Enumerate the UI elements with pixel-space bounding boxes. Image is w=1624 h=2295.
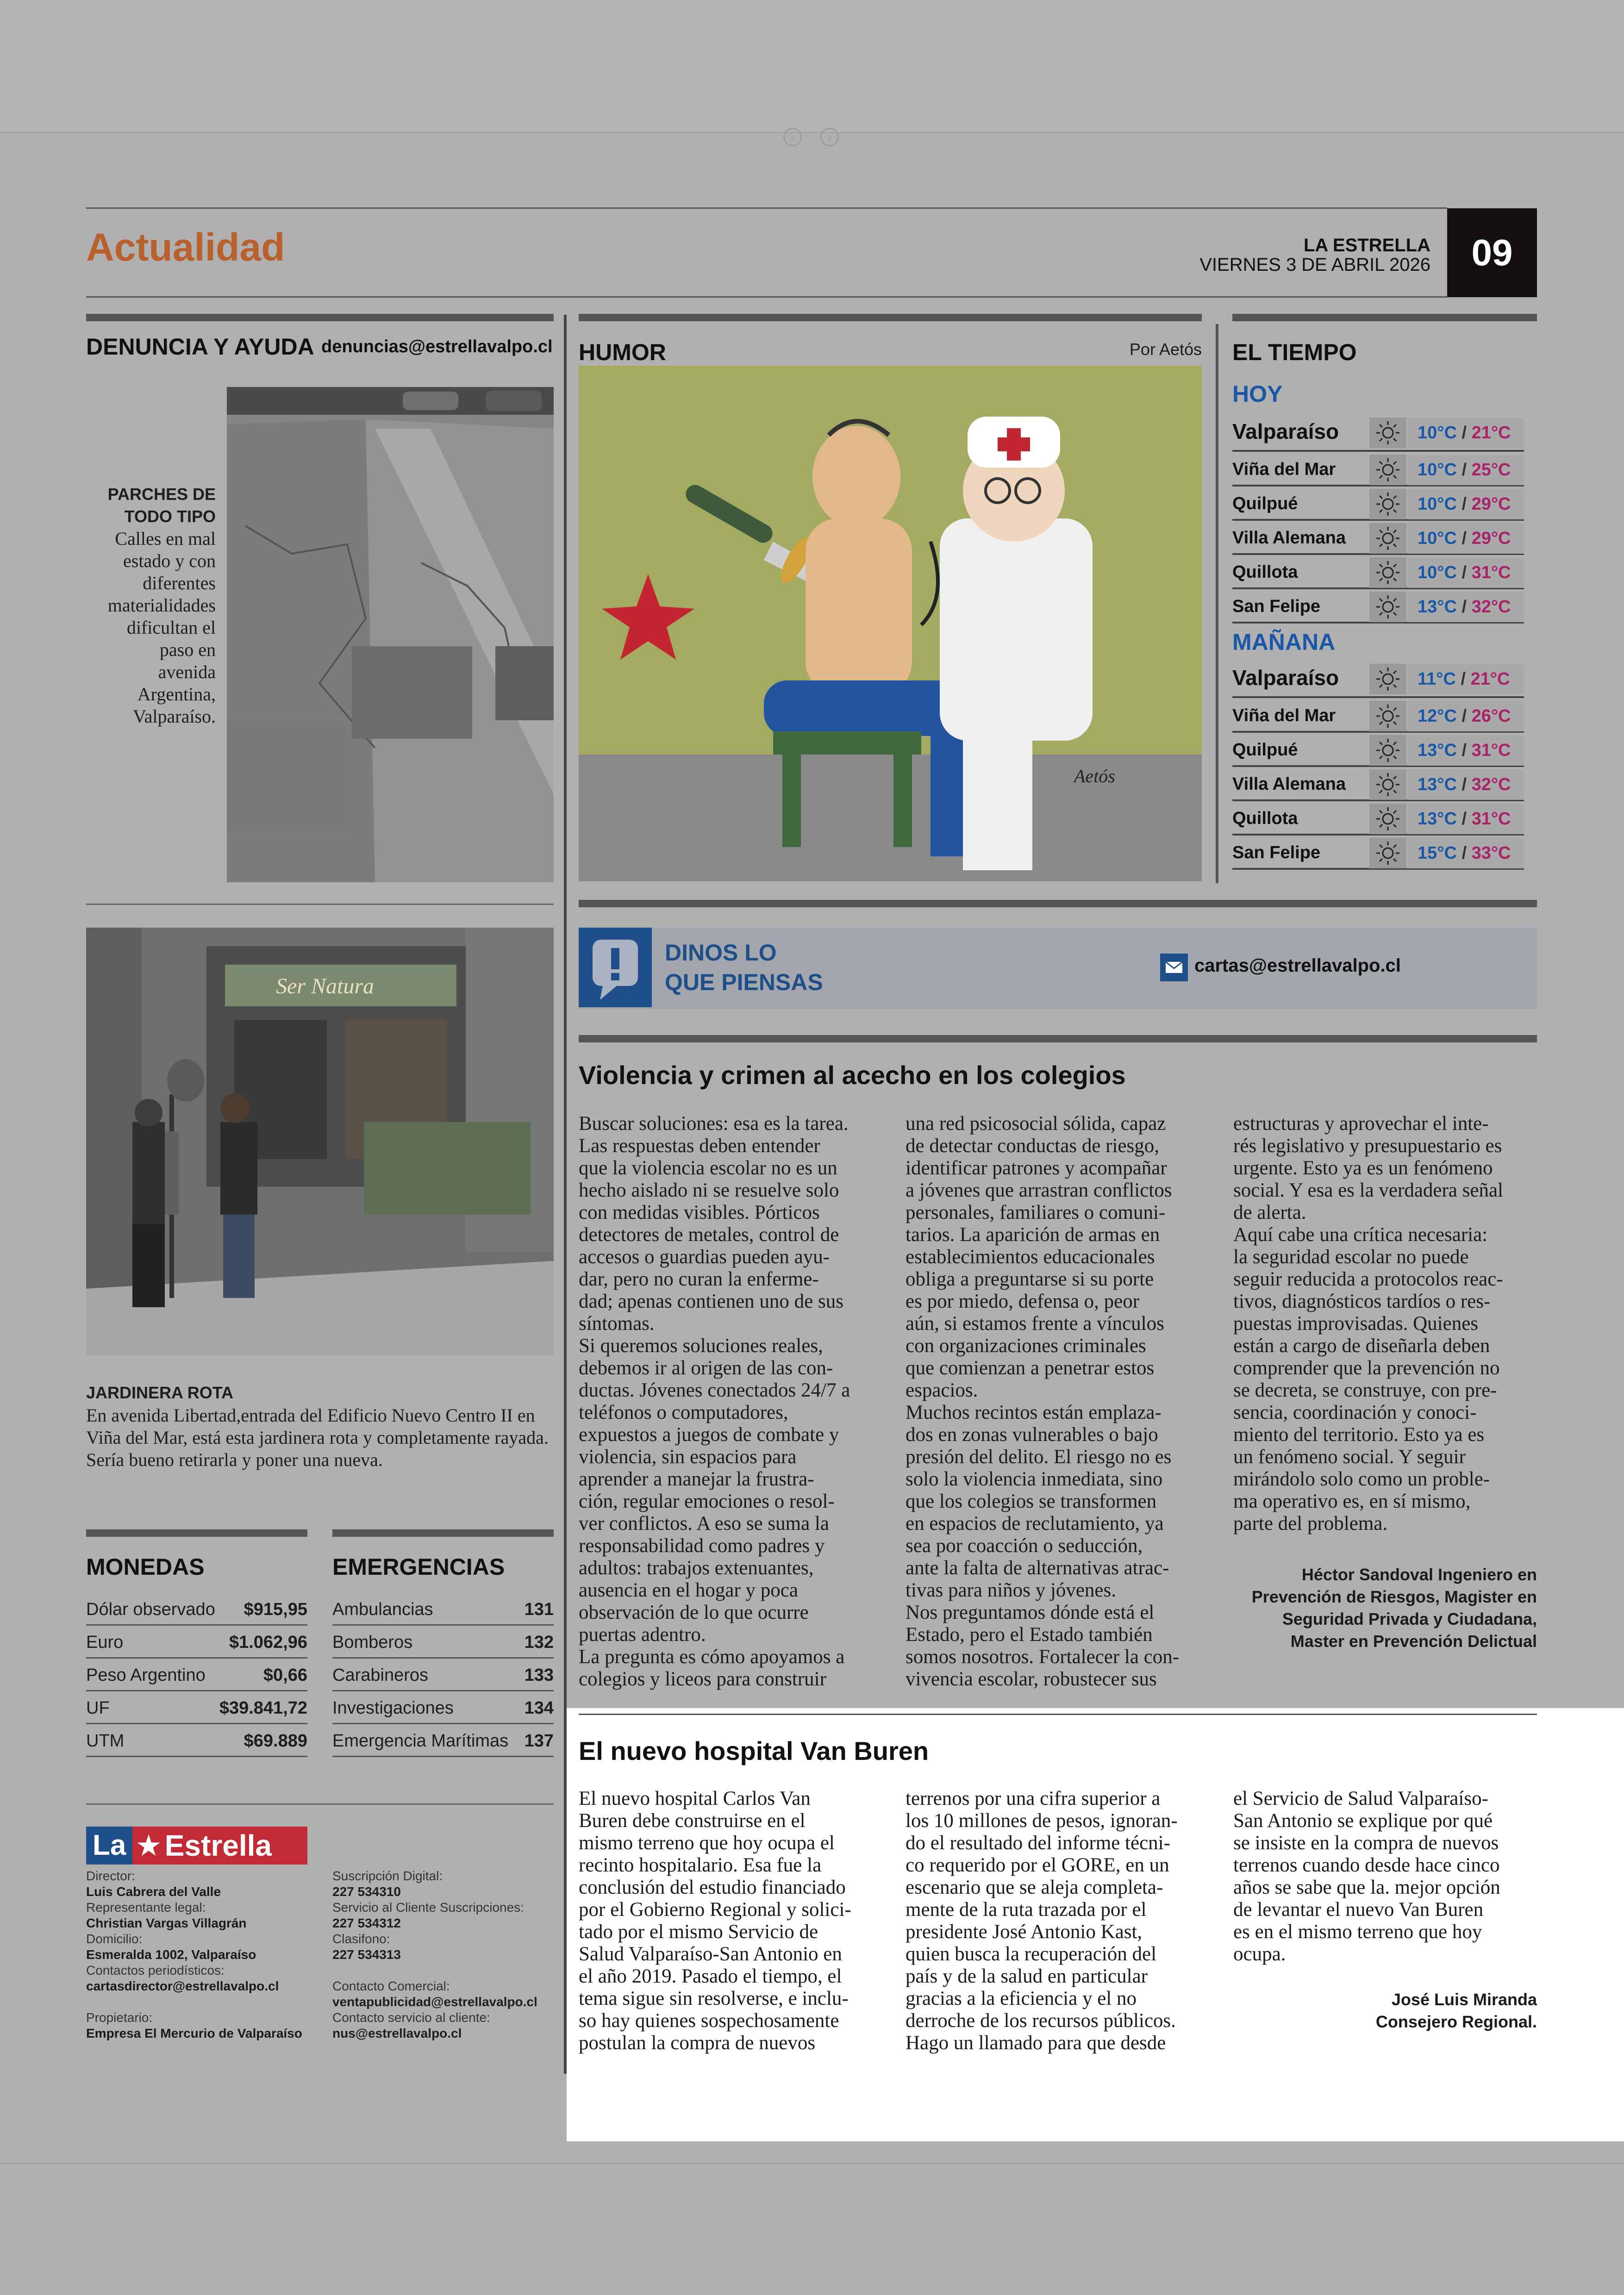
- letter1-text-3: estructuras y aprovechar el inte- rés legislativo y presupuestario es urgente. Esto ya es un fenómeno social. Y esa es la verdadera señal de alerta. Aquí cabe una crítica necesaria: la seguridad escolar no puede seguir reducida a protocolos reac- tivos, diagnósticos tardíos o res- puestas improvisadas. Quienes están a cargo de diseñarla deben comprender que la prevención no se decreta, se construye, con pre- sencia, coordinación y conoci- miento del territorio. Esto ya es un fenómeno social. Y seguir mirándolo solo como un proble- ma operativo es, en sí mismo, parte del problema.: [1233, 1113, 1503, 1534]
- temp-min: 13°C: [1418, 775, 1457, 794]
- weather-row: [1232, 767, 1524, 801]
- weather-city: Villa Alemana: [1232, 774, 1346, 794]
- weather-city: Viña del Mar: [1232, 460, 1336, 479]
- weather-city: San Felipe: [1232, 843, 1321, 862]
- letter2-text-3: el Servicio de Salud Valparaíso- San Antonio se explique por qué se insiste en la compra de nuevos terrenos cuando desde hace cinco años se sabe que la. mejor opción de levantar el nuevo Van Buren es en el mismo terreno que hoy ocupa.: [1233, 1788, 1500, 1965]
- letter1-signature: Héctor Sandoval Ingeniero en Prevención de Riesgos, Magister en Seguridad Privada y Ciudadana, Master en Prevención Delictual: [1251, 1565, 1537, 1651]
- weather-row: [1232, 802, 1524, 836]
- logo-estrella: Estrella: [164, 1829, 272, 1862]
- emergency-row: [332, 1725, 554, 1757]
- weather-bar: [1232, 314, 1537, 321]
- letter1-column-2: [906, 1113, 1211, 1690]
- envelope-icon: [1160, 954, 1188, 981]
- sun-icon: [1369, 418, 1406, 448]
- emergency-label: Ambulancias: [332, 1600, 433, 1619]
- temp-max: 33°C: [1471, 843, 1511, 863]
- currency-value: $0,66: [263, 1665, 307, 1685]
- currency-label: Euro: [86, 1633, 124, 1652]
- temp-max: 26°C: [1471, 706, 1511, 726]
- weather-row: [1232, 590, 1524, 624]
- weather-title: EL TIEMPO: [1232, 339, 1357, 365]
- weather-temp: 10°C / 21°C: [1407, 418, 1524, 448]
- letter1-title: Violencia y crimen al acecho en los colegios: [579, 1060, 1126, 1090]
- client-label: Contacto servicio al cliente:: [332, 2010, 490, 2025]
- weather-temp: 13°C / 32°C: [1407, 769, 1524, 800]
- dinos-line2: QUE PIENSAS: [665, 969, 823, 995]
- contact-label: Contactos periodísticos:: [86, 1963, 225, 1977]
- denuncia-divider: [86, 904, 554, 905]
- dinos-title: [665, 938, 823, 997]
- viewer-bottom-rule: [0, 2163, 1624, 2164]
- weather-row: [1232, 657, 1524, 698]
- emergencias-title: EMERGENCIAS: [332, 1554, 505, 1580]
- weather-tomorrow-label: MAÑANA: [1232, 629, 1336, 655]
- caption-street-title-1: PARCHES DE: [107, 485, 216, 504]
- weather-city: Quilpué: [1232, 740, 1298, 760]
- monedas-table: [86, 1593, 307, 1760]
- sun-icon: [1369, 664, 1406, 694]
- weather-city: Quillota: [1232, 809, 1298, 828]
- temp-min: 12°C: [1418, 706, 1457, 726]
- currency-value: $39.841,72: [219, 1698, 307, 1718]
- temp-min: 13°C: [1418, 597, 1457, 617]
- temp-max: 29°C: [1471, 494, 1511, 514]
- humor-cartoon: [579, 366, 1202, 881]
- temp-max: 32°C: [1471, 597, 1511, 617]
- letter2-text-2: terrenos por una cifra superior a los 10 millones de pesos, ignoran- do el resultado del informe técni- co requerido por el GORE, en un escenario que se aleja completa- mente de la ruta trazada por el presidente José Antonio Kast, quien busca la recuperación del país y de la salud en particular gracias a la eficiencia y el no derroche de los recursos públicos. Hago un llamado para que desde: [906, 1788, 1178, 2054]
- caption-street-text: Calles en mal estado y con diferentes materialidades dificultan el paso en avenida Argentina, Valparaíso.: [107, 528, 216, 727]
- currency-label: Peso Argentino: [86, 1665, 206, 1685]
- weather-temp: 15°C / 33°C: [1407, 838, 1524, 868]
- weather-temp: 12°C / 26°C: [1407, 701, 1524, 731]
- currency-row: [86, 1626, 307, 1659]
- weather-city: Valparaíso: [1232, 419, 1339, 443]
- currency-value: $1.062,96: [229, 1633, 307, 1652]
- temp-min: 10°C: [1418, 460, 1457, 480]
- letter2-title: El nuevo hospital Van Buren: [579, 1736, 929, 1765]
- emergency-label: Investigaciones: [332, 1698, 454, 1718]
- weather-row: [1232, 521, 1524, 555]
- temp-max: 31°C: [1471, 809, 1511, 829]
- planter-photo: [86, 928, 554, 1355]
- sun-icon: [1369, 804, 1406, 834]
- temp-min: 11°C: [1418, 669, 1456, 689]
- emergency-label: Emergencia Marítimas: [332, 1731, 509, 1751]
- speech-bubble-exclamation-icon: [579, 928, 652, 1007]
- weather-city: Quilpué: [1232, 494, 1298, 513]
- weather-city: Villa Alemana: [1232, 528, 1346, 548]
- owner-label: Propietario:: [86, 2010, 153, 2025]
- emergency-number: 133: [524, 1665, 554, 1685]
- letter1-column-3: [1233, 1113, 1539, 1535]
- currency-row: [86, 1692, 307, 1724]
- clasifono-phone: 227 534313: [332, 1947, 401, 1962]
- address-value: Esmeralda 1002, Valparaíso: [86, 1947, 256, 1962]
- sun-icon: [1369, 557, 1406, 588]
- masthead-date: VIERNES 3 DE ABRIL 2026: [1199, 255, 1430, 275]
- currency-label: UTM: [86, 1731, 125, 1751]
- weather-row: [1232, 836, 1524, 870]
- caption-street: [86, 483, 216, 728]
- weather-temp: 10°C / 25°C: [1407, 455, 1524, 485]
- star-icon: ★: [135, 1828, 162, 1862]
- prev-page-button[interactable]: [783, 128, 802, 146]
- weather-city: Valparaíso: [1232, 666, 1339, 690]
- letter1-text-1: Buscar soluciones: esa es la tarea. Las respuestas deben entender que la violencia escolar no es un hecho aislado ni se resuelve solo con medidas visibles. Pórticos detectores de metales, control de accesos o guardias pueden ayu- dar, pero no curan la enferme- dad; apenas contienen uno de sus síntomas. Si queremos soluciones reales, debemos ir al origen de las con- ductas. Jóvenes conectados 24/7 a teléfonos o computadores, expuestos a juegos de combate y violencia, sin espacios para aprender a manejar la frustra- ción, regular emociones o resol- ver conflictos. A eso se suma la responsabilidad como padres y adultos: trabajos extenuantes, ausencia en el hogar y poca observación de lo que ocurre puertas adentro. La pregunta es cómo apoyamos a colegios y liceos para construir: [579, 1113, 850, 1690]
- header-top-rule: [86, 207, 1447, 209]
- sun-icon: [1369, 769, 1406, 800]
- service-label: Servicio al Cliente Suscripciones:: [332, 1900, 524, 1915]
- emergency-label: Carabineros: [332, 1665, 428, 1685]
- emergency-row: [332, 1626, 554, 1659]
- temp-min: 13°C: [1418, 741, 1457, 760]
- currency-row: [86, 1725, 307, 1757]
- monedas-title: MONEDAS: [86, 1554, 205, 1580]
- temp-max: 31°C: [1471, 741, 1511, 760]
- weather-row: [1232, 555, 1524, 589]
- denuncia-bar: [86, 314, 554, 321]
- emergency-label: Bomberos: [332, 1633, 413, 1652]
- weather-temp: 13°C / 32°C: [1407, 592, 1524, 622]
- client-email[interactable]: nus@estrellavalpo.cl: [332, 2026, 462, 2040]
- emergency-number: 131: [524, 1600, 554, 1619]
- legal-label: Representante legal:: [86, 1900, 206, 1915]
- clasifono-label: Clasifono:: [332, 1932, 390, 1946]
- dinos-top-bar: [579, 900, 1537, 907]
- letter1-text-2: una red psicosocial sólida, capaz de detectar conductas de riesgo, identificar patrones y acompañar a jóvenes que arrastran conflictos personales, familiares o comuni- tarios. La aparición de armas en establecimientos educacionales obliga a preguntarse si su porte es por miedo, defensa o, peor aún, si estamos frente a vínculos con organizaciones criminales que comienzan a penetrar estos espacios. Muchos recintos están emplaza- dos en zonas vulnerables o bajo presión del delito. El riesgo no es solo la violencia inmediata, sino que los colegios se transformen en espacios de reclutamiento, ya sea por coacción o seducción, ante la falta de alternativas atrac- tivas para niños y jóvenes. Nos preguntamos dónde está el Estado, pero el Estado también somos nosotros. Fortalecer la con- vivencia escolar, robustecer sus: [906, 1113, 1180, 1690]
- street-photo-illustration: [227, 387, 554, 882]
- humor-bar: [579, 314, 1202, 321]
- planter-caption-text: En avenida Libertad,entrada del Edificio Nuevo Centro II en Viña del Mar, está esta jardinera rota y completamente rayada. Sería bueno retirarla y poner una nueva.: [86, 1405, 549, 1470]
- section-title: Actualidad: [86, 225, 285, 269]
- staff-right: [332, 1868, 564, 2041]
- sun-icon: [1369, 455, 1406, 485]
- emergency-row: [332, 1659, 554, 1691]
- storefront-sign: Ser Natura: [276, 974, 375, 998]
- weather-temp: 13°C / 31°C: [1407, 735, 1524, 766]
- letter2-column-3: [1233, 1788, 1539, 1965]
- letter1-column-1: [579, 1113, 884, 1690]
- estrella-logo: [86, 1827, 307, 1865]
- subscription-label: Suscripción Digital:: [332, 1869, 443, 1883]
- page-number: 09: [1447, 208, 1537, 297]
- monedas-bar: [86, 1529, 307, 1537]
- caption-street-title-2: TODO TIPO: [124, 507, 216, 526]
- sun-icon: [1369, 701, 1406, 731]
- chevron-right-icon: ›: [827, 130, 832, 144]
- temp-min: 10°C: [1418, 423, 1457, 443]
- service-phone: 227 534312: [332, 1916, 401, 1930]
- weather-row: [1232, 699, 1524, 733]
- temp-max: 21°C: [1471, 423, 1511, 443]
- weather-temp: 11°C / 21°C: [1407, 664, 1524, 694]
- cartoon-signature: Aetós: [1074, 766, 1115, 786]
- emergencias-table: [332, 1593, 554, 1760]
- contact-email[interactable]: cartasdirector@estrellavalpo.cl: [86, 1979, 279, 1993]
- logo-la: La: [86, 1827, 132, 1865]
- temp-max: 31°C: [1471, 563, 1511, 582]
- letter1-bar: [579, 1035, 1537, 1042]
- planter-photo-illustration: [86, 928, 554, 1355]
- director-name: Luis Cabrera del Valle: [86, 1884, 221, 1899]
- chevron-left-icon: ‹: [790, 130, 795, 144]
- emergency-row: [332, 1692, 554, 1724]
- viewer-toolbar: [0, 0, 1624, 133]
- masthead-name: LA ESTRELLA: [1303, 235, 1430, 256]
- temp-max: 32°C: [1471, 775, 1511, 794]
- weather-table: [1232, 411, 1524, 883]
- street-photo: [227, 387, 554, 882]
- weather-today-label: HOY: [1232, 381, 1283, 407]
- planter-caption-title: JARDINERA ROTA: [86, 1383, 234, 1402]
- weather-temp: 13°C / 31°C: [1407, 804, 1524, 834]
- emergency-number: 137: [524, 1731, 554, 1751]
- commercial-label: Contacto Comercial:: [332, 1979, 450, 1993]
- weather-row: [1232, 733, 1524, 767]
- letter2-column-2: [906, 1788, 1211, 2054]
- weather-row: [1232, 487, 1524, 521]
- header-bottom-rule: [86, 296, 1447, 298]
- humor-title: HUMOR: [579, 339, 666, 365]
- sun-icon: [1369, 592, 1406, 622]
- director-label: Director:: [86, 1869, 135, 1883]
- letter2-text-1: El nuevo hospital Carlos Van Buren debe construirse en el mismo terreno que hoy ocupa el recinto hospitalario. Esa fue la conclusión del estudio financiado por el Gobierno Regional y solici- tado por el mismo Servicio de Salud Valparaíso-San Antonio en el año 2019. Pasado el tiempo, el tema sigue sin resolverse, e inclu- so hay quienes sospechosamente postulan la compra de nuevos: [579, 1788, 851, 2054]
- letter2-signature: José Luis Miranda Consejero Regional.: [1375, 1990, 1537, 2031]
- temp-min: 10°C: [1418, 563, 1457, 582]
- currency-value: $915,95: [244, 1600, 307, 1619]
- currency-value: $69.889: [244, 1731, 307, 1751]
- dinos-banner: [579, 928, 1537, 1009]
- dinos-email[interactable]: cartas@estrellavalpo.cl: [1194, 955, 1401, 976]
- dinos-line1: DINOS LO: [665, 940, 777, 966]
- denuncia-title: DENUNCIA Y AYUDA: [86, 334, 314, 360]
- weather-temp: 10°C / 31°C: [1407, 557, 1524, 588]
- emergencias-bar: [332, 1529, 554, 1537]
- legal-name: Christian Vargas Villagrán: [86, 1916, 247, 1930]
- column-separator-right: [1216, 324, 1218, 883]
- currency-row: [86, 1659, 307, 1691]
- emergency-number: 132: [524, 1633, 554, 1652]
- currency-row: [86, 1593, 307, 1626]
- denuncia-email[interactable]: denuncias@estrellavalpo.cl: [321, 337, 553, 356]
- emergency-row: [332, 1593, 554, 1626]
- currency-label: Dólar observado: [86, 1600, 215, 1619]
- owner-value: Empresa El Mercurio de Valparaíso: [86, 2026, 302, 2040]
- temp-min: 10°C: [1418, 494, 1457, 514]
- sun-icon: [1369, 489, 1406, 519]
- humor-author: Por Aetós: [1129, 340, 1202, 359]
- weather-row: [1232, 453, 1524, 486]
- next-page-button[interactable]: [820, 128, 839, 146]
- weather-city: Quillota: [1232, 562, 1298, 582]
- weather-city: San Felipe: [1232, 597, 1321, 616]
- letter2-rule: [579, 1714, 1537, 1715]
- temp-min: 13°C: [1418, 809, 1457, 829]
- sun-icon: [1369, 838, 1406, 868]
- sun-icon: [1369, 523, 1406, 554]
- address-label: Domicilio:: [86, 1932, 143, 1946]
- staff-divider: [86, 1803, 554, 1805]
- weather-row: [1232, 411, 1524, 452]
- emergency-number: 134: [524, 1698, 554, 1718]
- letter2-column-1: [579, 1788, 884, 2054]
- weather-city: Viña del Mar: [1232, 706, 1336, 725]
- currency-label: UF: [86, 1698, 110, 1718]
- weather-temp: 10°C / 29°C: [1407, 523, 1524, 554]
- temp-min: 15°C: [1418, 843, 1457, 863]
- temp-max: 25°C: [1471, 460, 1511, 480]
- weather-temp: 10°C / 29°C: [1407, 489, 1524, 519]
- temp-min: 10°C: [1418, 529, 1457, 548]
- cartoon-illustration: [579, 366, 1202, 881]
- subscription-phone: 227 534310: [332, 1884, 401, 1899]
- temp-max: 29°C: [1471, 529, 1511, 548]
- staff-left: [86, 1868, 318, 2041]
- commercial-email[interactable]: ventapublicidad@estrellavalpo.cl: [332, 1995, 537, 2009]
- temp-max: 21°C: [1470, 669, 1510, 689]
- sun-icon: [1369, 735, 1406, 766]
